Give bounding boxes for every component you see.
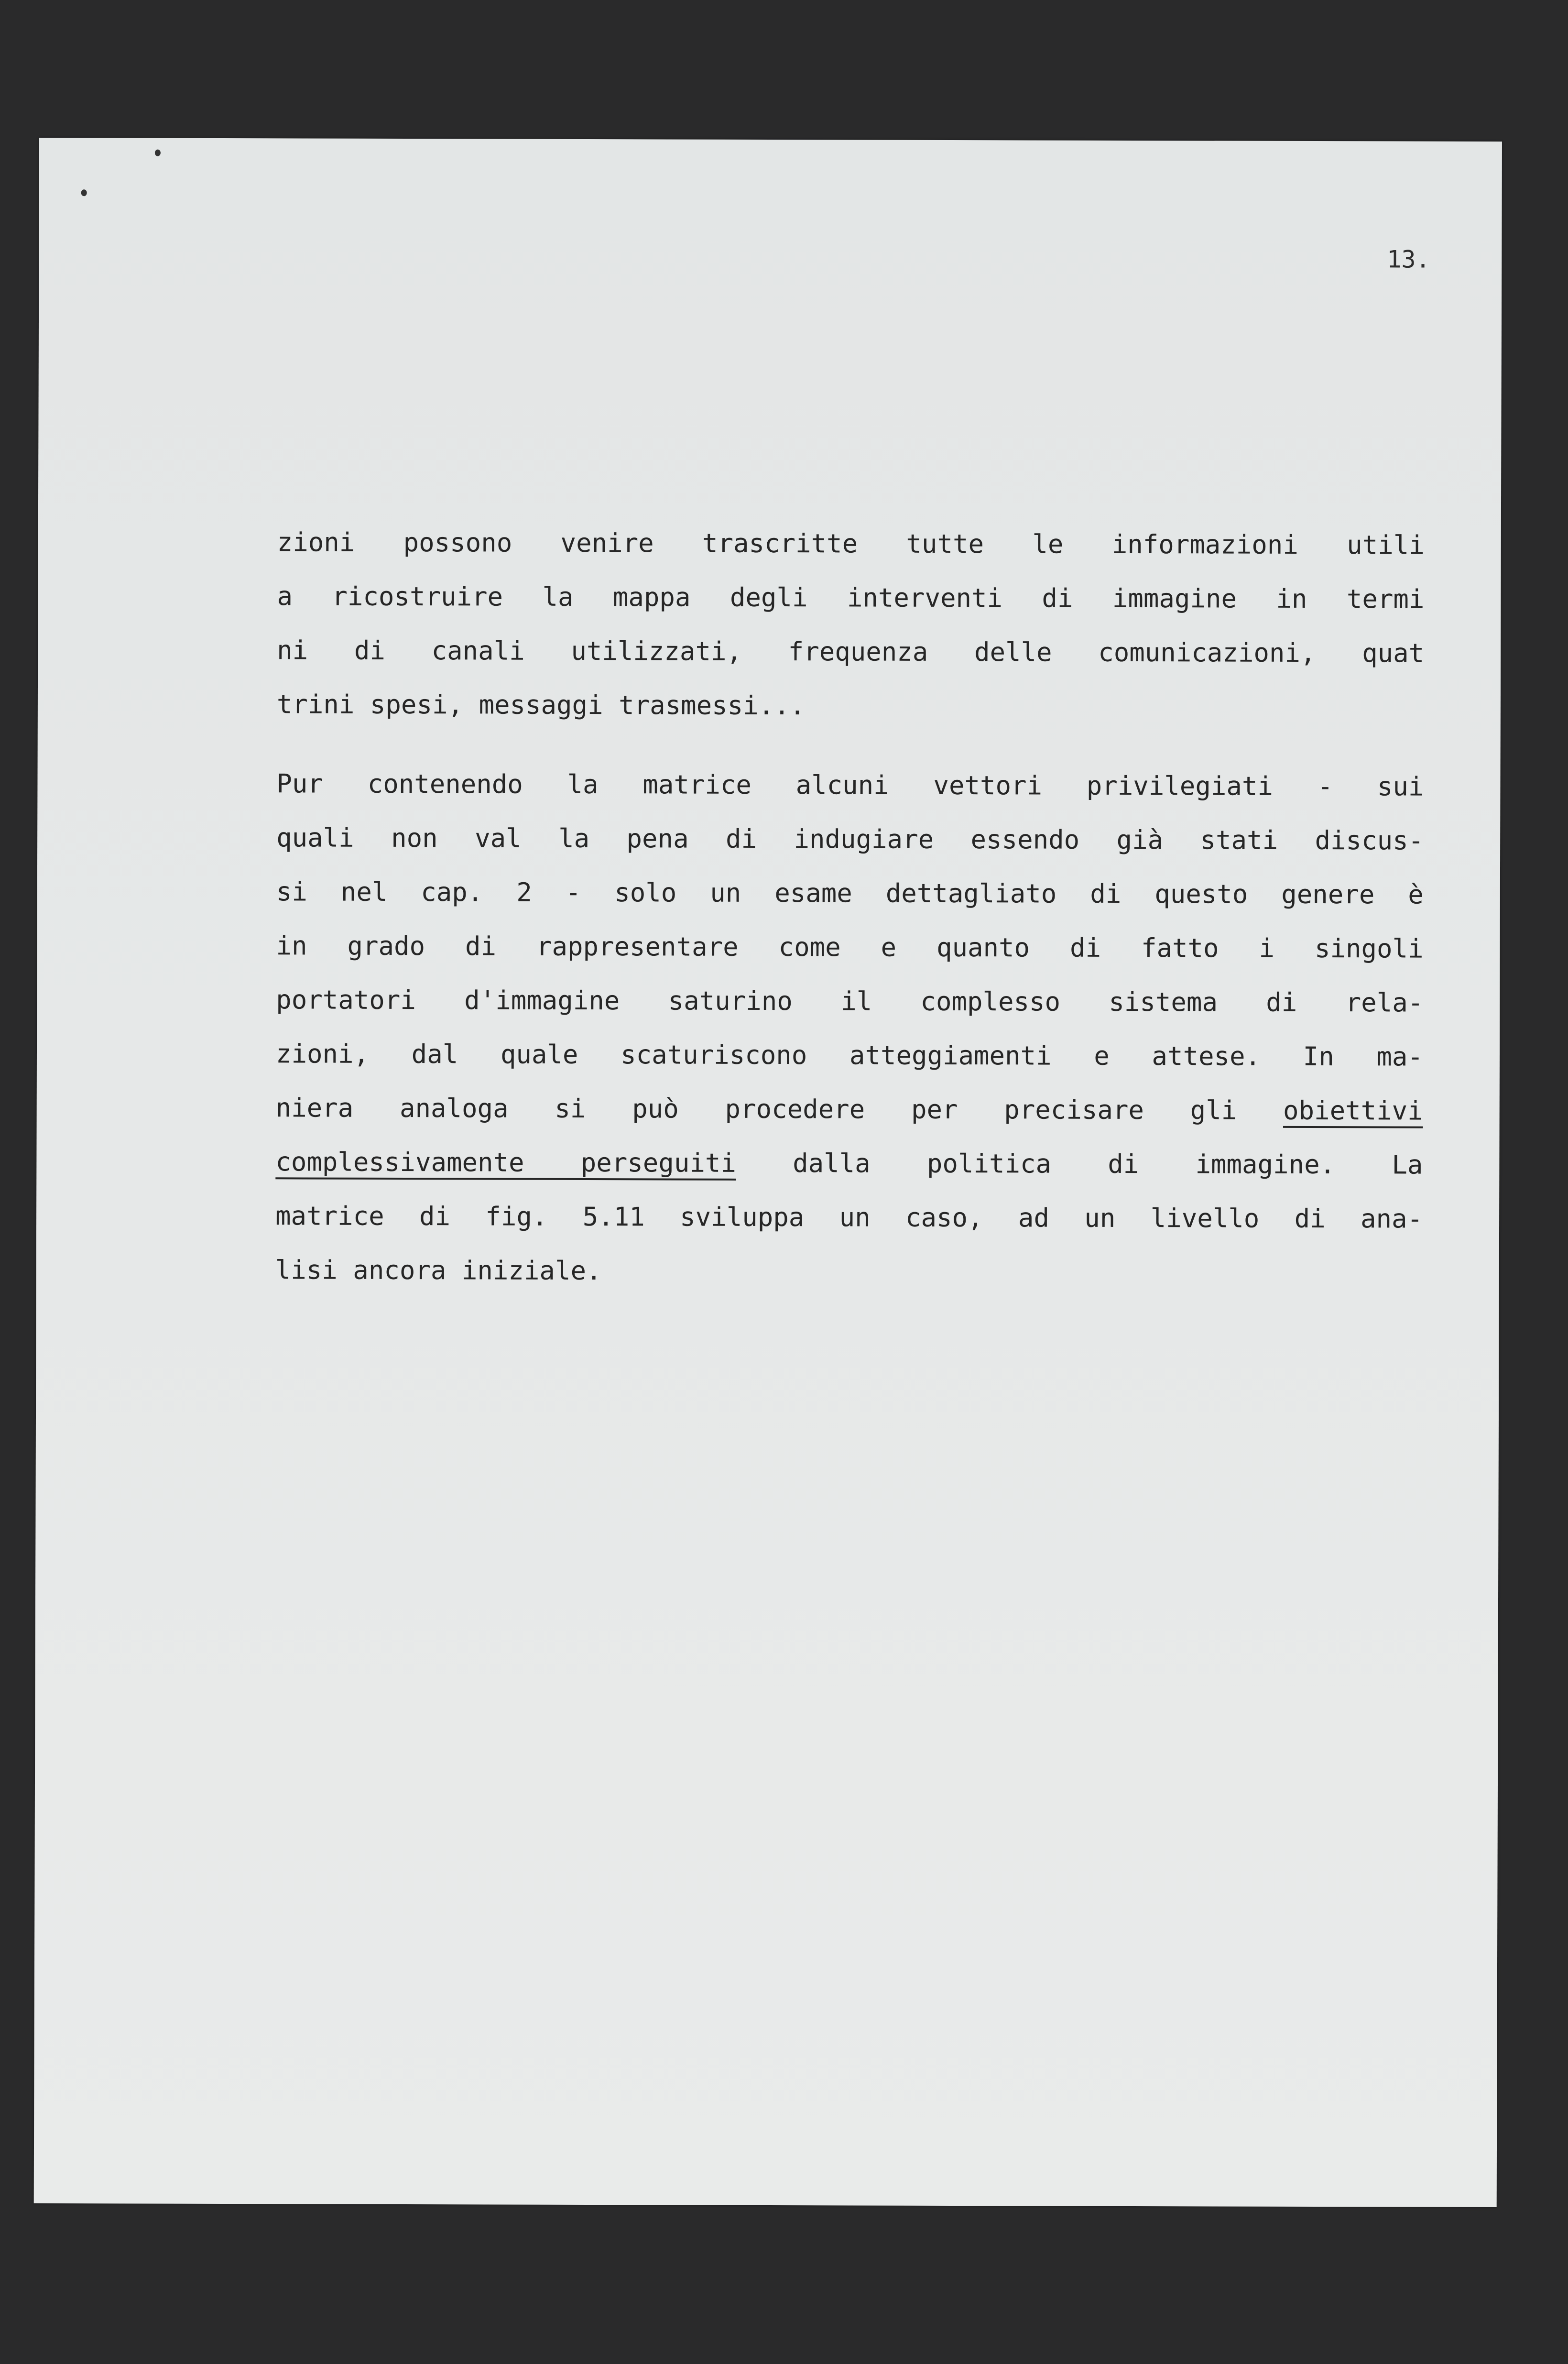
paper-sheet xyxy=(34,138,1502,2207)
text-line: matrice di fig. 5.11 sviluppa un caso, ad un livello di ana- xyxy=(275,1201,1423,1234)
paragraph-1 xyxy=(277,515,1425,734)
text-line: Pur contenendo la matrice alcuni vettori privilegiati - sui xyxy=(276,768,1424,802)
underlined-phrase: obiettivi xyxy=(1283,1095,1423,1126)
text-line: lisi ancora iniziale. xyxy=(275,1255,602,1286)
page-number: 13. xyxy=(1387,245,1430,274)
text-line: portatori d'immagine saturino il complesso sistema di rela- xyxy=(276,985,1424,1018)
text-line: ni di canali utilizzati, frequenza delle comunicazioni, quat xyxy=(277,635,1425,668)
text-line: zioni, dal quale scaturiscono atteggiamenti e attese. In ma- xyxy=(275,1039,1424,1072)
text-line: zioni possono venire trascritte tutte le informazioni utili xyxy=(277,527,1425,560)
text-line: a ricostruire la mappa degli interventi di immagine in termi xyxy=(277,581,1425,614)
text-line xyxy=(276,1081,1423,1138)
text-segment: dalla politica di immagine. La xyxy=(793,1148,1423,1180)
paper-speck xyxy=(155,150,161,156)
text-line: quali non val la pena di indugiare essendo già stati discus- xyxy=(276,822,1424,856)
text-segment: niera analoga si può procedere per precisare gli xyxy=(275,1093,1237,1126)
text-line: in grado di rappresentare come e quanto di fatto i singoli xyxy=(276,930,1424,964)
text-line: trini spesi, messaggi trasmessi... xyxy=(276,689,806,721)
paragraph-2 xyxy=(275,756,1424,1300)
text-line xyxy=(275,1135,1423,1192)
text-line: si nel cap. 2 - solo un esame dettagliato di questo genere è xyxy=(276,876,1424,910)
paper-speck xyxy=(81,189,87,196)
underlined-phrase: complessivamente perseguiti xyxy=(275,1147,737,1178)
